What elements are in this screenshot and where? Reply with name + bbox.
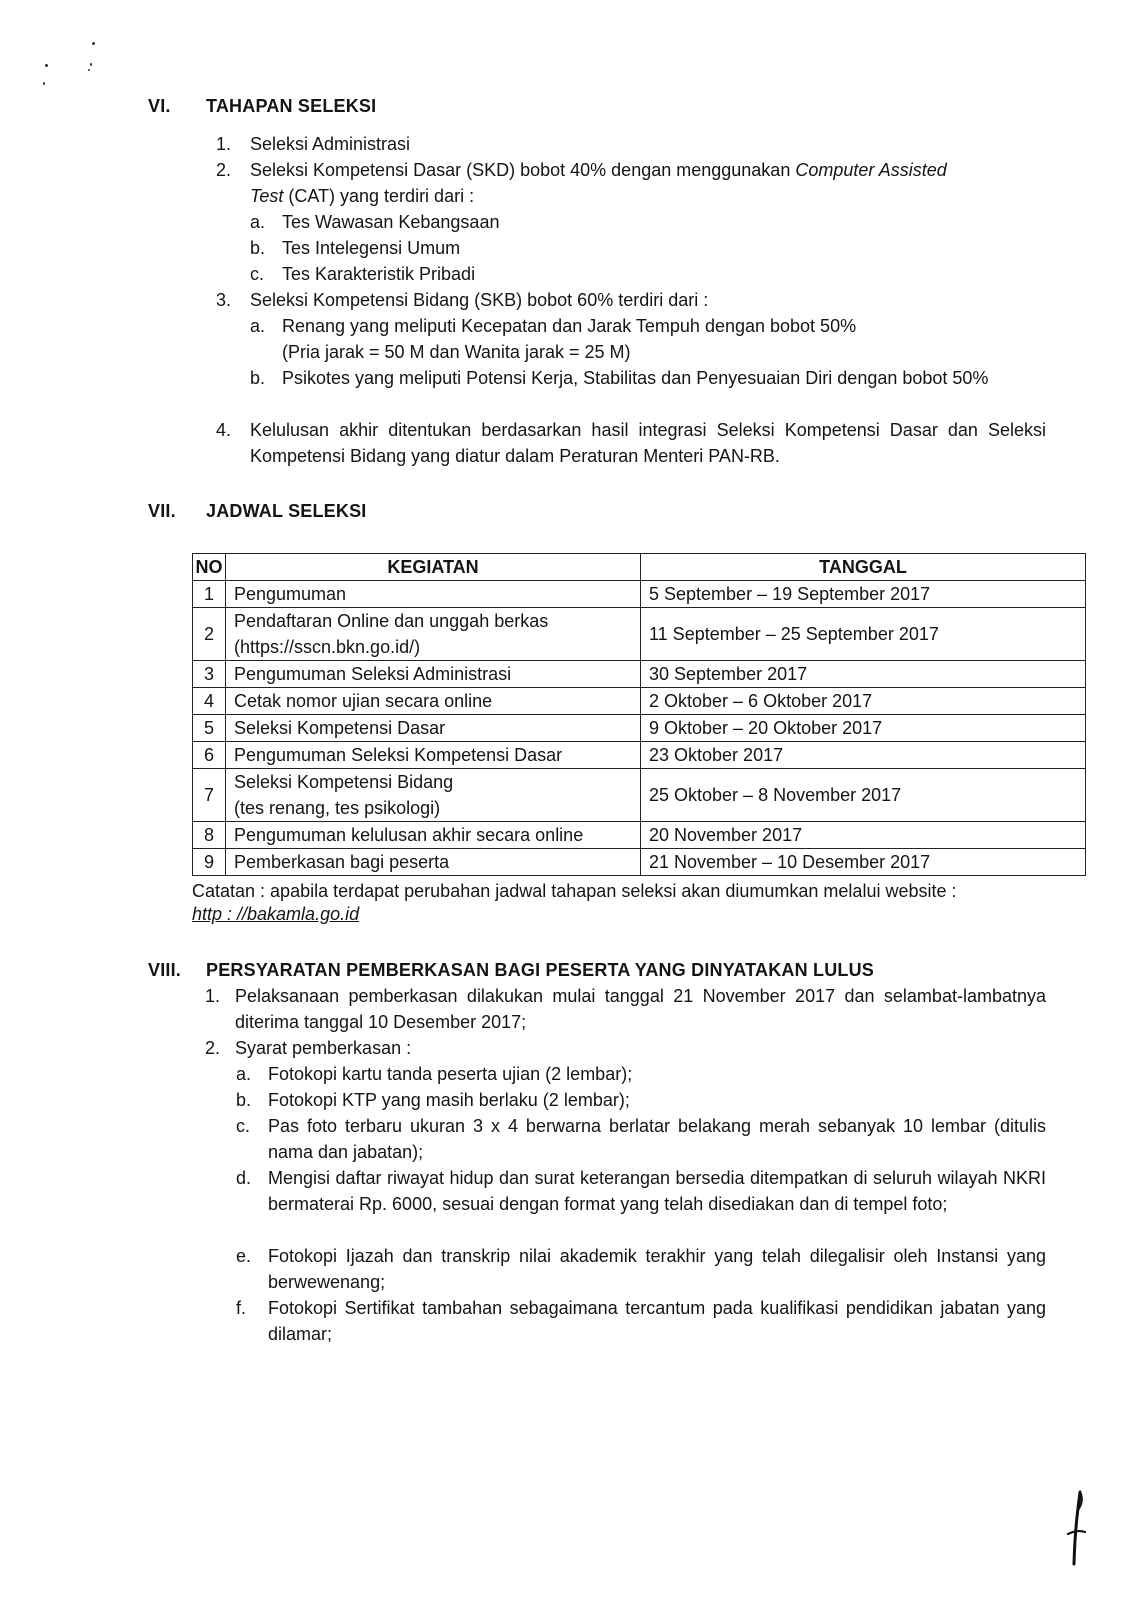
list-item [216, 287, 1046, 313]
schedule-note: Catatan : apabila terdapat perubahan jadwal tahapan seleksi akan diumumkan melalui website : [192, 881, 957, 901]
item-number: 4. [216, 420, 232, 440]
table-row [193, 661, 1086, 688]
cell-kegiatan-line: (https://sscn.bkn.go.id/) [234, 637, 421, 657]
cell-kegiatan [226, 769, 641, 822]
cell-no: 9 [193, 849, 226, 876]
scan-speck [88, 69, 90, 71]
list-subitem [250, 313, 1046, 339]
section-heading [148, 960, 1048, 984]
item-number: 1. [205, 986, 221, 1006]
list-subitem [250, 339, 1046, 365]
cell-kegiatan: Seleksi Kompetensi Dasar [226, 715, 641, 742]
list-subitem [250, 261, 1046, 287]
schedule-table [192, 553, 1086, 876]
item-letter: a. [250, 212, 266, 232]
cell-tanggal: 23 Oktober 2017 [641, 742, 1086, 769]
scan-speck [92, 42, 95, 45]
item-letter: b. [250, 238, 266, 258]
cell-no: 3 [193, 661, 226, 688]
item-letter: a. [236, 1064, 252, 1084]
column-header-no: NO [193, 554, 226, 581]
cell-tanggal: 5 September – 19 September 2017 [641, 581, 1086, 608]
cell-kegiatan: Cetak nomor ujian secara online [226, 688, 641, 715]
section-heading [148, 96, 748, 120]
cell-no: 2 [193, 608, 226, 661]
list-item [216, 157, 1046, 209]
scan-speck [45, 64, 48, 67]
list-subitem [236, 1243, 1046, 1295]
item-text: Fotokopi KTP yang masih berlaku (2 lembar); [268, 1090, 630, 1110]
cell-kegiatan: Pengumuman kelulusan akhir secara online [226, 822, 641, 849]
item-text-segment: (CAT) yang terdiri dari : [283, 186, 475, 206]
item-text: Psikotes yang meliputi Potensi Kerja, Stabilitas dan Penyesuaian Diri dengan bobot 50% [282, 368, 989, 388]
item-text: Renang yang meliputi Kecepatan dan Jarak Tempuh dengan bobot 50% [282, 316, 857, 336]
table-row [193, 822, 1086, 849]
item-text-italic: Computer Assisted [795, 160, 947, 180]
list-subitem [236, 1113, 1046, 1165]
scan-speck [43, 82, 45, 85]
item-text: Fotokopi Ijazah dan transkrip nilai akademik terakhir yang telah dilegalisir oleh Instansi yang berwewenang; [268, 1246, 1046, 1292]
cell-no: 4 [193, 688, 226, 715]
list-item [205, 983, 1046, 1035]
cell-no: 8 [193, 822, 226, 849]
column-header-tanggal: TANGGAL [641, 554, 1086, 581]
item-number: 3. [216, 290, 232, 310]
cell-kegiatan: Pengumuman [226, 581, 641, 608]
item-text: Tes Karakteristik Pribadi [282, 264, 476, 284]
table-row [193, 688, 1086, 715]
item-letter: c. [250, 264, 265, 284]
list-item [216, 417, 1046, 469]
website-link[interactable]: http : //bakamla.go.id [192, 904, 360, 924]
item-number: 2. [216, 160, 232, 180]
section-number: VIII. [148, 960, 182, 980]
cell-kegiatan: Pengumuman Seleksi Kompetensi Dasar [226, 742, 641, 769]
item-text-italic: Test [250, 186, 284, 206]
item-text: Tes Intelegensi Umum [282, 238, 461, 258]
scan-speck [90, 63, 92, 66]
item-text: Seleksi Administrasi [250, 134, 411, 154]
table-row [193, 715, 1086, 742]
section-title: PERSYARATAN PEMBERKASAN BAGI PESERTA YANG DINYATAKAN LULUS [206, 960, 875, 980]
cell-tanggal: 11 September – 25 September 2017 [641, 608, 1086, 661]
section-heading [148, 501, 748, 525]
table-row [193, 581, 1086, 608]
list-subitem [250, 209, 1046, 235]
cell-kegiatan-line: (tes renang, tes psikologi) [234, 798, 441, 818]
item-letter: d. [236, 1168, 252, 1188]
item-text [250, 157, 1046, 209]
item-text: Seleksi Kompetensi Bidang (SKB) bobot 60% terdiri dari : [250, 290, 709, 310]
cell-kegiatan-line: Pendaftaran Online dan unggah berkas [234, 611, 549, 631]
list-subitem [236, 1295, 1046, 1347]
item-text: Pelaksanaan pemberkasan dilakukan mulai tanggal 21 November 2017 dan selambat-lambatnya diterima tanggal 10 Desember 2017; [235, 986, 1046, 1032]
item-text: Mengisi daftar riwayat hidup dan surat keterangan bersedia ditempatkan di seluruh wilayah NKRI bermaterai Rp. 6000, sesuai dengan format yang telah disediakan dan di tempel foto; [268, 1168, 1046, 1214]
cell-kegiatan: Pengumuman Seleksi Administrasi [226, 661, 641, 688]
cell-tanggal: 2 Oktober – 6 Oktober 2017 [641, 688, 1086, 715]
item-letter: b. [250, 368, 266, 388]
list-subitem [236, 1087, 1046, 1113]
handwritten-initial-signature [1063, 1488, 1093, 1568]
cell-tanggal: 21 November – 10 Desember 2017 [641, 849, 1086, 876]
table-header-row [193, 554, 1086, 581]
table-row [193, 769, 1086, 822]
item-number: 2. [205, 1038, 221, 1058]
cell-no: 1 [193, 581, 226, 608]
cell-no: 6 [193, 742, 226, 769]
item-text-segment: Seleksi Kompetensi Dasar (SKD) bobot 40% dengan menggunakan [250, 160, 796, 180]
list-subitem [236, 1061, 1046, 1087]
list-subitem [236, 1165, 1046, 1243]
item-text: (Pria jarak = 50 M dan Wanita jarak = 25 M) [282, 342, 631, 362]
cell-no: 7 [193, 769, 226, 822]
list-subitem [250, 235, 1046, 261]
section-number: VII. [148, 501, 176, 521]
cell-kegiatan-line: Seleksi Kompetensi Bidang [234, 772, 454, 792]
cell-kegiatan [226, 608, 641, 661]
list-subitem [250, 365, 1046, 417]
item-text: Pas foto terbaru ukuran 3 x 4 berwarna berlatar belakang merah sebanyak 10 lembar (ditulis nama dan jabatan); [268, 1116, 1046, 1162]
item-letter: a. [250, 316, 266, 336]
item-text: Kelulusan akhir ditentukan berdasarkan hasil integrasi Seleksi Kompetensi Dasar dan Seleksi Kompetensi Bidang yang diatur dalam Peraturan Menteri PAN-RB. [250, 420, 1046, 466]
table-row [193, 849, 1086, 876]
section-title: JADWAL SELEKSI [206, 501, 367, 521]
item-text: Fotokopi kartu tanda peserta ujian (2 lembar); [268, 1064, 633, 1084]
item-letter: c. [236, 1116, 251, 1136]
column-header-kegiatan: KEGIATAN [226, 554, 641, 581]
table-row [193, 742, 1086, 769]
item-letter: e. [236, 1246, 252, 1266]
item-text: Tes Wawasan Kebangsaan [282, 212, 500, 232]
cell-no: 5 [193, 715, 226, 742]
section-number: VI. [148, 96, 171, 116]
cell-tanggal: 25 Oktober – 8 November 2017 [641, 769, 1086, 822]
item-text: Syarat pemberkasan : [235, 1038, 412, 1058]
section-title: TAHAPAN SELEKSI [206, 96, 377, 116]
cell-tanggal: 20 November 2017 [641, 822, 1086, 849]
cell-tanggal: 30 September 2017 [641, 661, 1086, 688]
item-text: Fotokopi Sertifikat tambahan sebagaimana tercantum pada kualifikasi pendidikan jabatan yang dilamar; [268, 1298, 1046, 1344]
cell-kegiatan: Pemberkasan bagi peserta [226, 849, 641, 876]
table-row [193, 608, 1086, 661]
item-number: 1. [216, 134, 232, 154]
cell-tanggal: 9 Oktober – 20 Oktober 2017 [641, 715, 1086, 742]
list-item [205, 1035, 1046, 1061]
list-item [216, 131, 1046, 157]
item-letter: b. [236, 1090, 252, 1110]
item-letter: f. [236, 1298, 247, 1318]
